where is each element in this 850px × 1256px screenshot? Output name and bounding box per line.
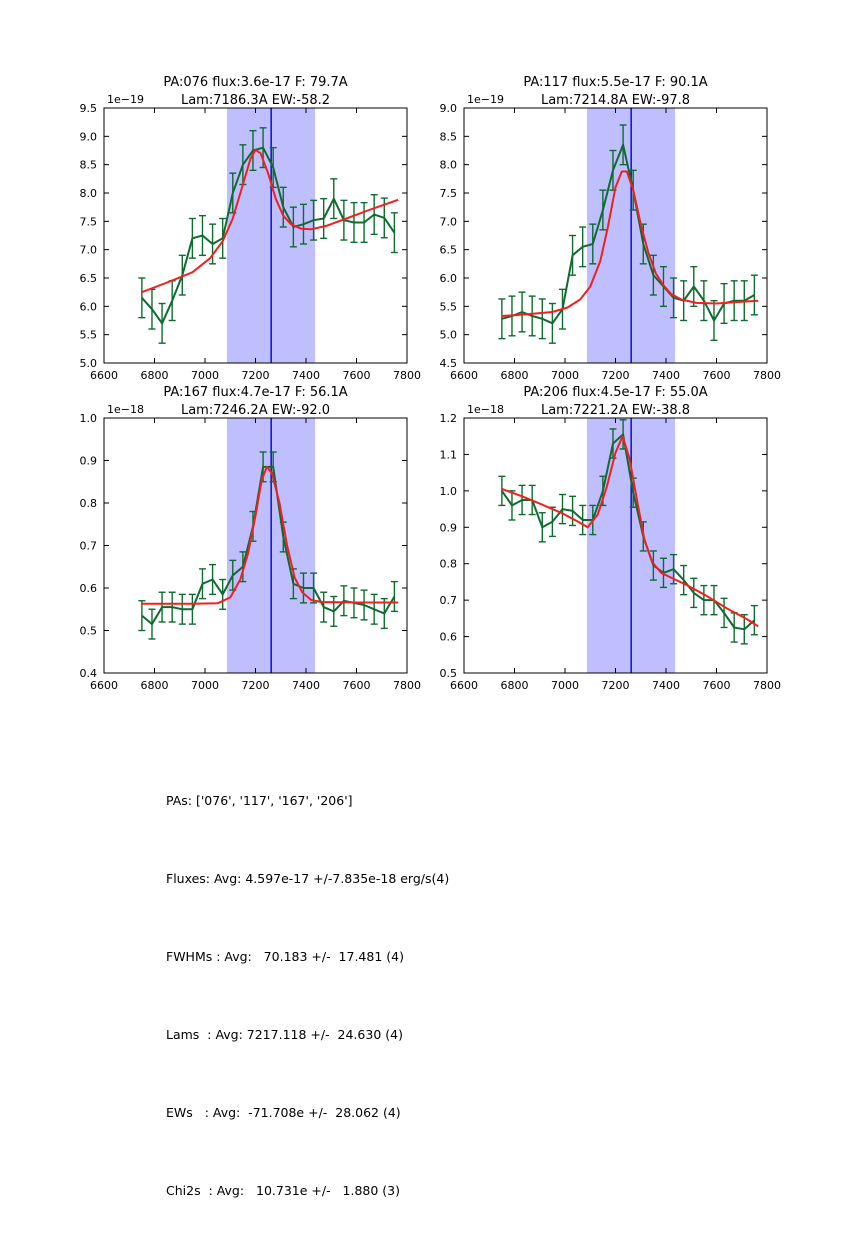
y-axis-offset-label: 1e−18 xyxy=(467,403,504,416)
y-tick-label: 8.5 xyxy=(439,130,457,144)
y-tick-label: 0.7 xyxy=(79,539,97,553)
y-tick-label: 8.0 xyxy=(439,158,457,172)
x-tick-label: 7000 xyxy=(551,679,579,692)
summary-line-fluxes: Fluxes: Avg: 4.597e-17 +/-7.835e-18 erg/s(4) xyxy=(166,871,450,886)
x-tick-label: 7400 xyxy=(652,369,680,382)
y-axis-offset-label: 1e−19 xyxy=(107,93,144,106)
x-tick-label: 7800 xyxy=(393,679,421,692)
y-tick-label: 1.2 xyxy=(439,412,457,425)
x-tick-label: 7800 xyxy=(393,369,421,382)
x-tick-label: 7800 xyxy=(753,679,781,692)
plot-svg-pa206 xyxy=(430,372,780,702)
y-tick-label: 8.0 xyxy=(79,187,97,200)
y-tick-label: 0.6 xyxy=(439,630,457,644)
x-tick-label: 7400 xyxy=(292,679,320,692)
plot-title-line1: PA:117 flux:5.5e-17 F: 90.1A xyxy=(523,75,708,90)
subplot-pa206 xyxy=(430,372,780,702)
y-tick-label: 7.5 xyxy=(79,215,97,229)
plot-svg-pa167 xyxy=(70,372,420,702)
x-tick-label: 7200 xyxy=(601,679,630,692)
plot-title-line2: Lam:7221.2A EW:-38.8 xyxy=(540,403,691,418)
y-tick-label: 1.0 xyxy=(439,484,457,498)
y-tick-label: 6.5 xyxy=(79,272,97,285)
y-tick-label: 6.5 xyxy=(439,243,457,257)
y-tick-label: 5.0 xyxy=(439,328,457,342)
y-tick-label: 0.5 xyxy=(439,667,457,680)
y-tick-label: 0.7 xyxy=(439,594,457,608)
y-tick-label: 6.0 xyxy=(79,300,97,314)
y-tick-label: 7.5 xyxy=(439,187,457,200)
y-tick-label: 0.9 xyxy=(79,454,97,468)
x-tick-label: 7600 xyxy=(702,679,731,692)
fit-summary xyxy=(166,736,449,1256)
subplot-pa117 xyxy=(430,62,780,392)
y-tick-label: 7.0 xyxy=(79,243,97,257)
x-tick-label: 7200 xyxy=(601,369,630,382)
y-tick-label: 9.0 xyxy=(79,130,97,144)
x-tick-label: 7600 xyxy=(342,369,371,382)
subplot-pa076 xyxy=(70,62,420,392)
plot-svg-pa076 xyxy=(70,62,420,392)
y-tick-label: 0.4 xyxy=(79,667,97,680)
y-tick-label: 4.5 xyxy=(439,357,457,370)
summary-line-chi2s: Chi2s : Avg: 10.731e +/- 1.880 (3) xyxy=(166,1183,400,1198)
y-tick-label: 0.6 xyxy=(79,582,97,595)
y-tick-label: 1.0 xyxy=(79,412,97,425)
y-tick-label: 5.5 xyxy=(79,328,97,342)
x-tick-label: 7000 xyxy=(191,679,219,692)
x-tick-label: 6600 xyxy=(450,369,478,382)
x-tick-label: 7800 xyxy=(753,369,781,382)
x-tick-label: 7400 xyxy=(292,369,320,382)
y-axis-offset-label: 1e−19 xyxy=(467,93,504,106)
y-tick-label: 5.5 xyxy=(439,300,457,314)
summary-line-lams: Lams : Avg: 7217.118 +/- 24.630 (4) xyxy=(166,1027,403,1042)
y-tick-label: 9.0 xyxy=(439,102,457,115)
x-tick-label: 7000 xyxy=(551,369,579,382)
y-tick-label: 5.0 xyxy=(79,357,97,370)
y-tick-label: 0.9 xyxy=(439,521,457,535)
y-tick-label: 8.5 xyxy=(79,158,97,172)
y-tick-label: 0.8 xyxy=(439,557,457,571)
x-tick-label: 7200 xyxy=(241,369,270,382)
plot-svg-pa117 xyxy=(430,62,780,392)
y-tick-label: 7.0 xyxy=(439,215,457,229)
x-tick-label: 7600 xyxy=(342,679,371,692)
plot-title-line2: Lam:7214.8A EW:-97.8 xyxy=(540,93,691,108)
plot-title-line1: PA:076 flux:3.6e-17 F: 79.7A xyxy=(163,75,348,90)
x-tick-label: 6800 xyxy=(140,679,169,692)
x-tick-label: 6800 xyxy=(500,679,529,692)
y-tick-label: 1.1 xyxy=(439,448,457,462)
x-tick-label: 7600 xyxy=(702,369,731,382)
y-tick-label: 9.5 xyxy=(79,102,97,115)
x-tick-label: 7400 xyxy=(652,679,680,692)
x-tick-label: 6800 xyxy=(500,369,529,382)
x-tick-label: 6600 xyxy=(90,369,118,382)
x-tick-label: 6600 xyxy=(90,679,118,692)
summary-line-ews: EWs : Avg: -71.708e +/- 28.062 (4) xyxy=(166,1105,401,1120)
y-tick-label: 0.5 xyxy=(79,624,97,638)
plot-title-line2: Lam:7186.3A EW:-58.2 xyxy=(180,93,331,108)
y-axis-offset-label: 1e−18 xyxy=(107,403,144,416)
plot-title-line2: Lam:7246.2A EW:-92.0 xyxy=(180,403,331,418)
x-tick-label: 6600 xyxy=(450,679,478,692)
x-tick-label: 6800 xyxy=(140,369,169,382)
y-tick-label: 6.0 xyxy=(439,272,457,285)
plot-title-line1: PA:167 flux:4.7e-17 F: 56.1A xyxy=(163,385,348,400)
x-tick-label: 7000 xyxy=(191,369,219,382)
summary-line-fwhms: FWHMs : Avg: 70.183 +/- 17.481 (4) xyxy=(166,949,404,964)
y-tick-label: 0.8 xyxy=(79,497,97,510)
x-tick-label: 7200 xyxy=(241,679,270,692)
subplot-pa167 xyxy=(70,372,420,702)
plot-title-line1: PA:206 flux:4.5e-17 F: 55.0A xyxy=(523,385,708,400)
summary-line-pas: PAs: ['076', '117', '167', '206'] xyxy=(166,793,353,808)
